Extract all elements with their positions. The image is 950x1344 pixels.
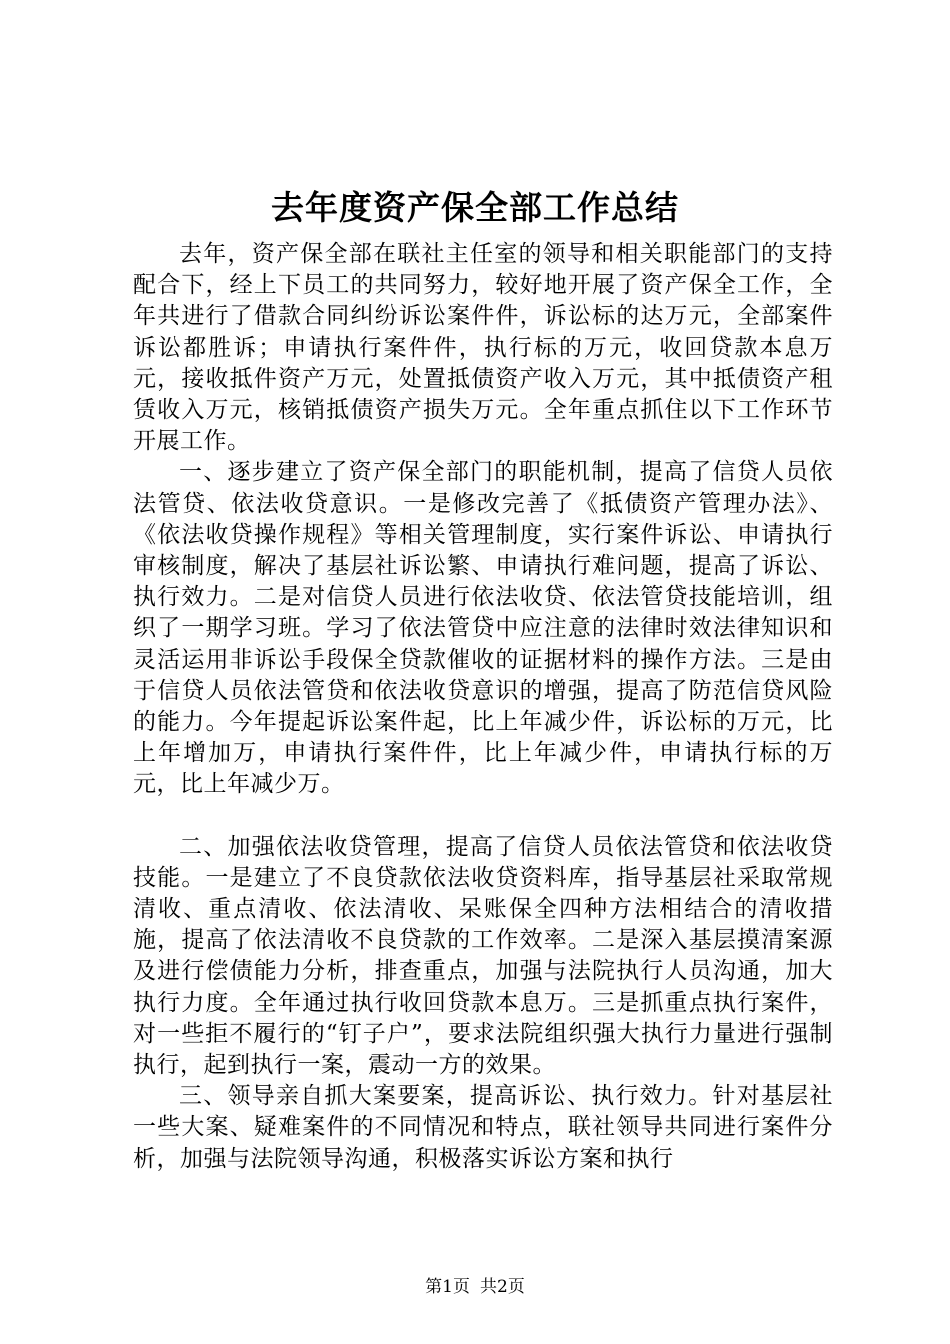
page-total: 共2页	[480, 1277, 525, 1297]
paragraph-section-3: 三、领导亲自抓大案要案，提高诉讼、执行效力。针对基层社一些大案、疑难案件的不同情况和特点，联社领导共同进行案件分析，加强与法院领导沟通，积极落实诉讼方案和执行	[133, 1083, 833, 1172]
page-number: 第1页	[425, 1277, 470, 1297]
document-body	[133, 239, 833, 1175]
page-footer	[0, 1275, 950, 1299]
document-title: 去年度资产保全部工作总结	[271, 188, 679, 227]
paragraph-intro: 去年，资产保全部在联社主任室的领导和相关职能部门的支持配合下，经上下员工的共同努力，较好地开展了资产保全工作，全年共进行了借款合同纠纷诉讼案件件，诉讼标的达万元，全部案件诉讼都胜诉；申请执行案件件，执行标的万元，收回贷款本息万元，接收抵件资产万元，处置抵债资产收入万元，其中抵债资产租赁收入万元，核销抵债资产损失万元。全年重点抓住以下工作环节开展工作。	[133, 241, 833, 455]
paragraph-section-2: 二、加强依法收贷管理，提高了信贷人员依法管贷和依法收贷技能。一是建立了不良贷款依法收贷资料库，指导基层社采取常规清收、重点清收、依法清收、呆账保全四种方法相结合的清收措施，提高了依法清收不良贷款的工作效率。二是深入基层摸清案源及进行偿债能力分析，排查重点，加强与法院执行人员沟通，加大执行力度。全年通过执行收回贷款本息万。三是抓重点执行案件，对一些拒不履行的“钉子户”，要求法院组织强大执行力量进行强制执行，起到执行一案，震动一方的效果。	[133, 833, 833, 1079]
paragraph-section-1: 一、逐步建立了资产保全部门的职能机制，提高了信贷人员依法管贷、依法收贷意识。一是修改完善了《抵债资产管理办法》、《依法收贷操作规程》等相关管理制度，实行案件诉讼、申请执行审核制度，解决了基层社诉讼繁、申请执行难问题，提高了诉讼、执行效力。二是对信贷人员进行依法收贷、依法管贷技能培训，组织了一期学习班。学习了依法管贷中应注意的法律时效法律知识和灵活运用非诉讼手段保全贷款催收的证据材料的操作方法。三是由于信贷人员依法管贷和依法收贷意识的增强，提高了防范信贷风险的能力。今年提起诉讼案件起，比上年减少件，诉讼标的万元，比上年增加万，申请执行案件件，比上年减少件，申请执行标的万元，比上年减少万。	[133, 459, 833, 798]
